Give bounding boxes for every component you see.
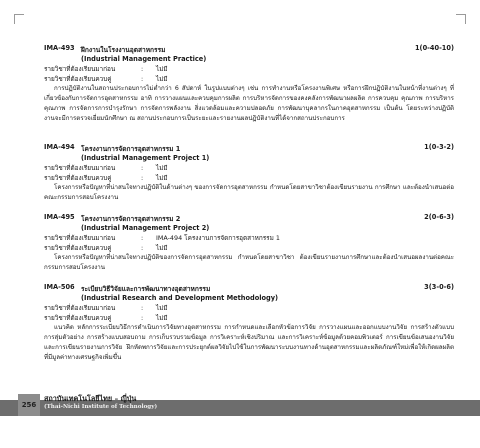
- institute-name-th: สถาบันเทคโนโลยีไทย – ญี่ปุ่น: [44, 394, 137, 403]
- course-code: IMA-493: [44, 44, 75, 52]
- prerequisite-row: [44, 64, 454, 74]
- course-title-en: (Industrial Management Project 2): [81, 224, 210, 232]
- course-header: [44, 44, 454, 54]
- corequisite-value: ไม่มี: [156, 244, 168, 252]
- course-credits: 1(0-40-10): [414, 44, 454, 52]
- prerequisite-label: รายวิชาที่ต้องเรียนมาก่อน: [44, 234, 116, 242]
- institute-name-en: (Thai-Nichi Institute of Technology): [44, 404, 158, 410]
- colon: :: [141, 164, 144, 172]
- prerequisite-value: ไม่มี: [156, 164, 168, 172]
- prerequisite-label: รายวิชาที่ต้องเรียนมาก่อน: [44, 164, 116, 172]
- crop-mark-top-left-v: [14, 14, 15, 24]
- prerequisite-value: ไม่มี: [156, 65, 168, 73]
- course-ima-494: [44, 143, 454, 203]
- prerequisite-label: รายวิชาที่ต้องเรียนมาก่อน: [44, 304, 116, 312]
- crop-mark-top-right-v: [465, 14, 466, 24]
- corequisite-row: [44, 313, 454, 323]
- prerequisite-value: ไม่มี: [156, 304, 168, 312]
- prerequisite-row: [44, 303, 454, 313]
- page-footer: [0, 388, 480, 448]
- corequisite-value: ไม่มี: [156, 174, 168, 182]
- corequisite-row: [44, 74, 454, 84]
- course-credits: 2(0-6-3): [424, 213, 454, 221]
- course-title-th: ฝึกงานในโรงงานอุตสาหกรรม: [81, 46, 166, 54]
- course-credits: 3(3-0-6): [424, 283, 454, 291]
- course-title-th: ระเบียบวิธีวิจัยและการพัฒนาทางอุตสาหกรรม: [81, 285, 211, 293]
- prerequisite-label: รายวิชาที่ต้องเรียนมาก่อน: [44, 65, 116, 73]
- colon: :: [141, 75, 144, 83]
- corequisite-label: รายวิชาที่ต้องเรียนควบคู่: [44, 244, 112, 252]
- course-code: IMA-495: [44, 213, 75, 221]
- course-description: โครงการหรือปัญหาที่น่าสนใจทางปฏิบัติของการจัดการอุตสาหกรรม กำหนดโดยสาขาวิชา ต้องเขียนรายงานการศึกษาและต้องนำเสนอผลงานต่อคณะกรรมการสอบโครงงาน: [44, 254, 454, 271]
- colon: :: [141, 234, 144, 242]
- crop-mark-top-left: [14, 14, 24, 15]
- colon: :: [141, 304, 144, 312]
- corequisite-label: รายวิชาที่ต้องเรียนควบคู่: [44, 174, 112, 182]
- page-number: 256: [21, 401, 37, 409]
- course-code: IMA-494: [44, 143, 75, 151]
- course-title-en: (Industrial Management Project 1): [81, 154, 210, 162]
- course-ima-493: [44, 44, 454, 124]
- corequisite-value: ไม่มี: [156, 314, 168, 322]
- course-title-th: โครงงานการจัดการอุตสาหกรรม 1: [81, 145, 181, 153]
- course-description: แนวคิด หลักการระเบียบวิธีการดำเนินการวิจัยทางอุตสาหกรรม การกำหนดและเลือกหัวข้อการวิจัย การวางแผนและออกแบบงานวิจัย การสร้างตัวแบบ การสุ่มตัวอย่าง การสร้างแบบสอบถาม การเก็บรวบรวมข้อมูล การวิเคราะห์เชิงปริมาณ และการวิเคราะห์ข้อมูลด้วยคอมพิวเตอร์ การเขียนข้อเสนองานวิจัย และการเขียนรายงานการวิจัย ฝึกหัดพการวิจัยและการประยุกต์ผลวิจัยไปใช้ในการพัฒนาระบบงานทางด้านอุตสาหกรรมและผลิตภัณฑ์ใหม่เพื่อให้เกิดผลผลิตที่มีมูลค่าทางเศรษฐกิจเพิ่มขึ้น: [44, 324, 454, 361]
- colon: :: [141, 65, 144, 73]
- course-title-th: โครงงานการจัดการอุตสาหกรรม 2: [81, 215, 181, 223]
- course-description: การปฏิบัติงานในสถานประกอบการไม่ต่ำกว่า 6 สัปดาห์ ในรูปแบบต่างๆ เช่น การทำงานหรือโครงงานพิเศษ หรือการฝึกปฏิบัติงานในหน้าที่งานต่างๆ ที่เกี่ยวข้องกับการจัดการอุตสาหกรรม อาทิ การวางแผนและควบคุมการผลิต การบริหารจัดการของคงคลังการพัฒนาผลผลิต การควบคุม คุณภาพ การบริหารคุณภาพ การจัดการการบำรุงรักษา การจัดการพลังงาน สิ่งแวดล้อมและความปลอดภัย การพัฒนาบุคลากรในภาคอุตสาหกรรม เป็นต้น โดยระหว่างปฏิบัติงานจะมีการตรวจเยี่ยมนักศึกษา ณ สถานประกอบการเป็นระยะและรายงานผลปฏิบัติงานที่ได้จากสถานประกอบการ: [44, 85, 454, 122]
- course-title-en: (Industrial Research and Development Methodology): [81, 294, 279, 302]
- course-code: IMA-506: [44, 283, 75, 291]
- corequisite-row: [44, 173, 454, 183]
- prerequisite-row: [44, 233, 454, 243]
- corequisite-label: รายวิชาที่ต้องเรียนควบคู่: [44, 75, 112, 83]
- corequisite-value: ไม่มี: [156, 75, 168, 83]
- corequisite-label: รายวิชาที่ต้องเรียนควบคู่: [44, 314, 112, 322]
- course-ima-495: [44, 213, 454, 273]
- course-ima-506: [44, 283, 454, 363]
- colon: :: [141, 314, 144, 322]
- course-header: [44, 283, 454, 293]
- prerequisite-row: [44, 163, 454, 173]
- course-description: โครงการหรือปัญหาที่น่าสนใจทางปฏิบัติในด้านต่างๆ ของการจัดการอุตสาหกรรม กำหนดโดยสาขาวิชาต้องเขียนรายงาน การศึกษา และต้องนำเสนอต่อคณะกรรมการสอบโครงงาน: [44, 184, 454, 201]
- colon: :: [141, 244, 144, 252]
- course-header: [44, 213, 454, 223]
- course-title-en: (Industrial Management Practice): [81, 55, 207, 63]
- colon: :: [141, 174, 144, 182]
- prerequisite-value: IMA-494 โครงงานการจัดการอุตสาหกรรม 1: [156, 234, 280, 242]
- course-header: [44, 143, 454, 153]
- corequisite-row: [44, 243, 454, 253]
- course-credits: 1(0-3-2): [424, 143, 454, 151]
